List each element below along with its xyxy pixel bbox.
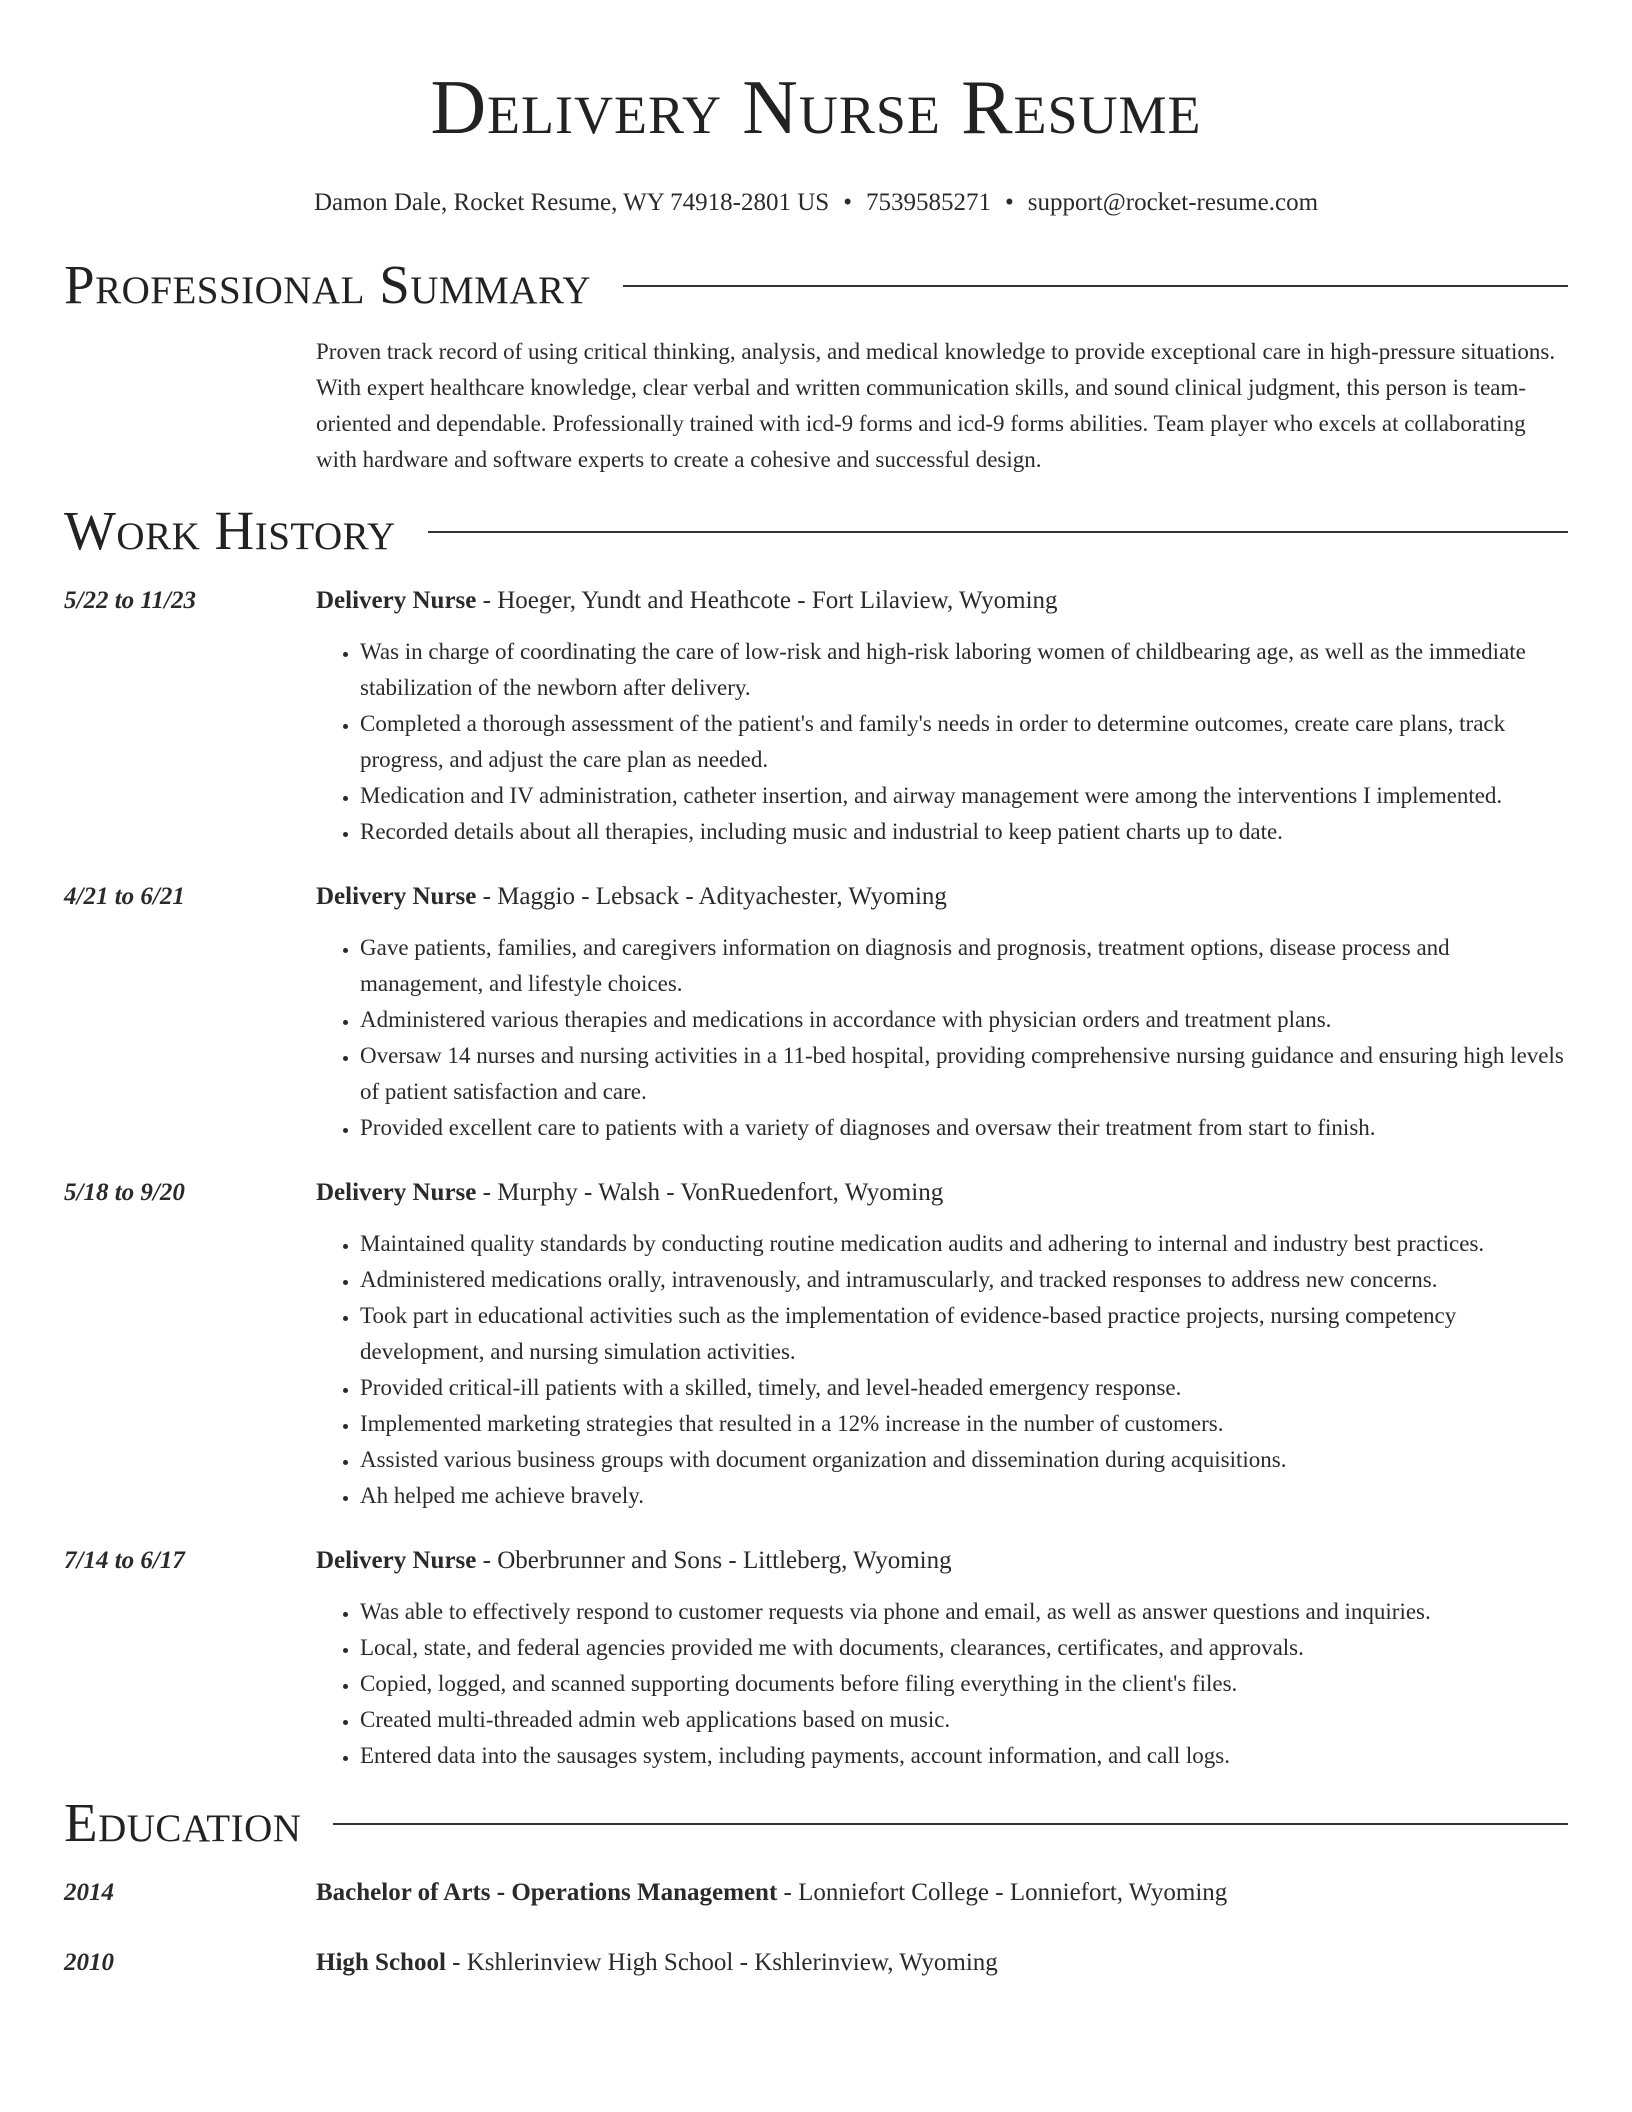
work-heading: Work History — [64, 500, 396, 561]
job-date: 7/14 to 6/17 — [64, 1547, 185, 1574]
education-year: 2014 — [64, 1879, 114, 1906]
job-content — [316, 880, 1568, 1146]
job-title: Delivery Nurse — [316, 1179, 477, 1206]
list-item: • Implemented marketing strategies that resulted in a 12% increase in the number of customers. — [360, 1406, 1568, 1442]
job-heading — [316, 1544, 1568, 1578]
education-section-header — [64, 1788, 1568, 1858]
list-item: • Completed a thorough assessment of the patient's and family's needs in order to determine outcomes, create care plans, track progress, and adjust the care plan as needed. — [360, 706, 1568, 778]
list-item: • Recorded details about all therapies, including music and industrial to keep patient charts up to date. — [360, 814, 1568, 850]
education-entry — [64, 1946, 1568, 1980]
job-details: - Oberbrunner and Sons - Littleberg, Wyoming — [476, 1547, 952, 1574]
education-details: - Kshlerinview High School - Kshlerinview, Wyoming — [445, 1949, 998, 1976]
contact-separator: • — [1004, 189, 1014, 216]
job-heading — [316, 584, 1568, 618]
education-details: - Lonniefort College - Lonniefort, Wyoming — [777, 1879, 1228, 1906]
list-item: • Local, state, and federal agencies provided me with documents, clearances, certificates, and approvals. — [360, 1630, 1568, 1666]
list-item: • Was able to effectively respond to customer requests via phone and email, as well as answer questions and inquiries. — [360, 1594, 1568, 1630]
list-item: • Oversaw 14 nurses and nursing activities in a 11-bed hospital, providing comprehensive nursing guidance and ensuring high levels of patient satisfaction and care. — [360, 1038, 1568, 1110]
contact-line — [64, 188, 1568, 218]
work-section-header — [64, 496, 1568, 566]
summary-text: Proven track record of using critical thinking, analysis, and medical knowledge to provide exceptional care in high-pressure situations. With expert healthcare knowledge, clear verbal and written communication skills, and sound clinical judgment, this person is team-oriented and dependable. Professionally trained with icd-9 forms and icd-9 forms abilities. Team player who excels at collaborating with hardware and software experts to create a cohesive and successful design. — [316, 339, 1556, 472]
list-item: • Created multi-threaded admin web applications based on music. — [360, 1702, 1568, 1738]
job-title: Delivery Nurse — [316, 1547, 477, 1574]
job-details: - Murphy - Walsh - VonRuedenfort, Wyoming — [476, 1179, 944, 1206]
section-divider — [333, 1823, 1568, 1825]
education-year: 2010 — [64, 1949, 114, 1976]
list-item: • Administered various therapies and medications in accordance with physician orders and treatment plans. — [360, 1002, 1568, 1038]
list-item: • Took part in educational activities such as the implementation of evidence-based practice projects, nursing competency development, and nursing simulation activities. — [360, 1298, 1568, 1370]
job-heading — [316, 880, 1568, 914]
list-item: • Assisted various business groups with document organization and dissemination during acquisitions. — [360, 1442, 1568, 1478]
contact-phone: 7539585271 — [865, 189, 991, 216]
list-item: • Was in charge of coordinating the care of low-risk and high-risk laboring women of childbearing age, as well as the immediate stabilization of the newborn after delivery. — [360, 634, 1568, 706]
section-divider — [428, 531, 1568, 533]
job-duties-list — [316, 1226, 1568, 1514]
summary-heading: Professional Summary — [64, 254, 592, 315]
contact-email: support@rocket-resume.com — [1027, 189, 1319, 216]
job-duties-list — [316, 930, 1568, 1146]
education-heading: Education — [64, 1792, 302, 1853]
job-duties-list — [316, 634, 1568, 850]
job-duties-list — [316, 1594, 1568, 1774]
list-item: • Ah helped me achieve bravely. — [360, 1478, 1568, 1514]
job-entry — [64, 1544, 1568, 1774]
job-title: Delivery Nurse — [316, 587, 477, 614]
list-item: • Gave patients, families, and caregivers information on diagnosis and prognosis, treatment options, disease process and management, and lifestyle choices. — [360, 930, 1568, 1002]
job-date: 5/22 to 11/23 — [64, 587, 196, 614]
job-content — [316, 584, 1568, 850]
education-heading-line — [316, 1876, 1568, 1910]
job-title: Delivery Nurse — [316, 883, 477, 910]
education-content — [316, 1876, 1568, 1910]
list-item: • Provided excellent care to patients with a variety of diagnoses and oversaw their treatment from start to finish. — [360, 1110, 1568, 1146]
education-entry — [64, 1876, 1568, 1910]
job-date: 4/21 to 6/21 — [64, 883, 185, 910]
list-item: • Maintained quality standards by conducting routine medication audits and adhering to internal and industry best practices. — [360, 1226, 1568, 1262]
section-divider — [623, 285, 1568, 287]
list-item: • Medication and IV administration, catheter insertion, and airway management were among the interventions I implemented. — [360, 778, 1568, 814]
list-item: • Copied, logged, and scanned supporting documents before filing everything in the client's files. — [360, 1666, 1568, 1702]
page-title: Delivery Nurse Resume — [430, 64, 1202, 150]
job-entry — [64, 584, 1568, 850]
education-degree: Bachelor of Arts - Operations Management — [316, 1879, 778, 1906]
list-item: • Entered data into the sausages system, including payments, account information, and call logs. — [360, 1738, 1568, 1774]
job-content — [316, 1176, 1568, 1514]
job-heading — [316, 1176, 1568, 1210]
job-entry — [64, 1176, 1568, 1514]
job-date: 5/18 to 9/20 — [64, 1179, 185, 1206]
job-details: - Maggio - Lebsack - Adityachester, Wyoming — [476, 883, 947, 910]
list-item: • Administered medications orally, intravenously, and intramuscularly, and tracked responses to address new concerns. — [360, 1262, 1568, 1298]
job-content — [316, 1544, 1568, 1774]
education-degree: High School — [316, 1949, 446, 1976]
job-details: - Hoeger, Yundt and Heathcote - Fort Lilaview, Wyoming — [476, 587, 1058, 614]
education-content — [316, 1946, 1568, 1980]
contact-separator: • — [843, 189, 852, 216]
summary-section-header — [64, 250, 1568, 320]
job-entry — [64, 880, 1568, 1146]
list-item: • Provided critical-ill patients with a skilled, timely, and level-headed emergency response. — [360, 1370, 1568, 1406]
contact-address: Damon Dale, Rocket Resume, WY 74918-2801 US — [313, 189, 830, 216]
education-heading-line — [316, 1946, 1568, 1980]
